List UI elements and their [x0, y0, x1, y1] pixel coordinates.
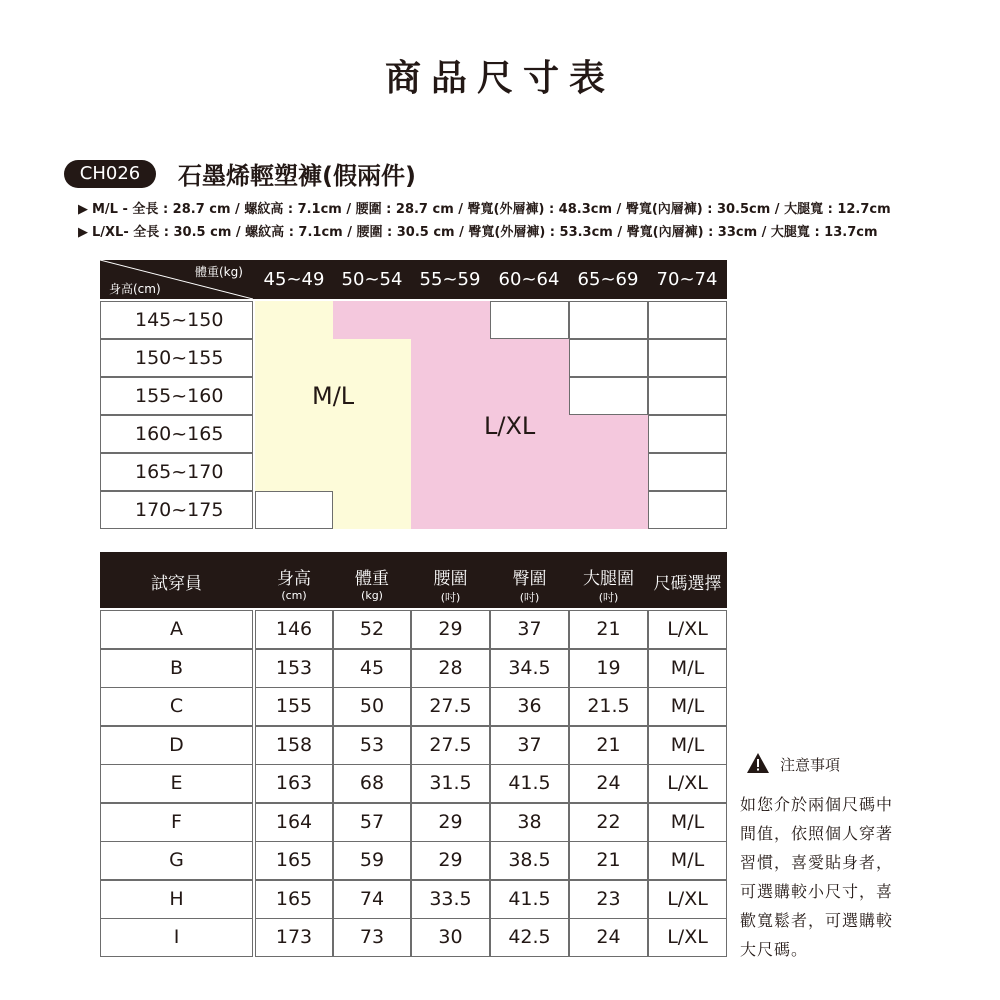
tester-value-cell: 41.5 — [490, 764, 569, 803]
size-cell-empty — [490, 301, 569, 339]
size-cell-ml — [333, 491, 411, 529]
tester-value-cell: 30 — [411, 918, 490, 957]
tester-value-cell: 37 — [490, 610, 569, 649]
tester-value-cell: 59 — [333, 841, 411, 880]
size-cell-ml — [255, 453, 333, 491]
tester-value-cell: 146 — [255, 610, 333, 649]
height-range-label: 150~155 — [100, 339, 253, 377]
size-cell-ml — [255, 339, 333, 377]
weight-range-header: 45~49 — [263, 269, 325, 290]
header-unit: (吋) — [440, 591, 461, 604]
tester-value-cell: 163 — [255, 764, 333, 803]
tester-id-cell: F — [100, 803, 253, 842]
triangle-bullet-icon: ▶ — [78, 202, 88, 217]
size-cell-ml — [255, 415, 333, 453]
size-cell-lxl — [490, 339, 569, 377]
size-cell-ml — [333, 339, 411, 377]
header-unit: (吋) — [519, 591, 540, 604]
tester-value-cell: 158 — [255, 726, 333, 765]
size-cell-lxl — [411, 453, 490, 491]
size-cell-empty — [648, 377, 727, 415]
size-cell-lxl — [411, 339, 490, 377]
header-tester — [100, 552, 253, 608]
tester-value-cell: 38 — [490, 803, 569, 842]
tester-value-cell: L/XL — [648, 764, 727, 803]
header-label: 腰圍 — [433, 569, 468, 589]
tester-value-cell: 29 — [411, 841, 490, 880]
tester-value-cell: 42.5 — [490, 918, 569, 957]
tester-value-cell: 21.5 — [569, 687, 648, 726]
warning-icon — [746, 752, 770, 774]
tester-value-cell: 29 — [411, 803, 490, 842]
header-unit: (cm) — [281, 589, 307, 602]
size-cell-lxl — [569, 453, 648, 491]
size-cell-lxl — [490, 453, 569, 491]
tester-id-cell: E — [100, 764, 253, 803]
tester-value-cell: M/L — [648, 687, 727, 726]
tester-id-cell: G — [100, 841, 253, 880]
size-cell-empty — [569, 301, 648, 339]
tester-value-cell: 37 — [490, 726, 569, 765]
notes-line: 可選購較小尺寸，喜 — [740, 882, 894, 901]
size-cell-lxl — [411, 377, 490, 415]
tester-value-cell: 164 — [255, 803, 333, 842]
product-name: 石墨烯輕塑褲(假兩件) — [178, 162, 416, 190]
tester-value-cell: 34.5 — [490, 649, 569, 688]
zone-label-ml: M/L — [312, 382, 355, 410]
spec-text: M/L - 全長 : 28.7 cm / 螺紋高 : 7.1cm / 腰圍 : 28.7 cm / 臀寬(外層褲) : 48.3cm / 臀寬(內層褲) : 30.5cm / 大腿寬 : 12.7cm — [92, 202, 891, 217]
tester-value-cell: 73 — [333, 918, 411, 957]
height-range-label: 170~175 — [100, 491, 253, 529]
triangle-bullet-icon: ▶ — [78, 225, 88, 240]
size-cell-lxl — [569, 491, 648, 529]
header-unit: (吋) — [598, 591, 619, 604]
height-range-label: 155~160 — [100, 377, 253, 415]
tester-value-cell: 29 — [411, 610, 490, 649]
size-cell-lxl — [490, 491, 569, 529]
notes-line: 如您介於兩個尺碼中 — [740, 795, 894, 814]
notes-line: 間值，依照個人穿著 — [740, 824, 894, 843]
tester-id-cell: B — [100, 649, 253, 688]
size-cell-lxl — [569, 415, 648, 453]
height-range-label: 165~170 — [100, 453, 253, 491]
size-cell-empty — [648, 339, 727, 377]
tester-value-cell: 28 — [411, 649, 490, 688]
size-cell-ml — [333, 415, 411, 453]
tester-value-cell: 173 — [255, 918, 333, 957]
tester-value-cell: 36 — [490, 687, 569, 726]
tester-value-cell: 153 — [255, 649, 333, 688]
size-cell-empty — [648, 415, 727, 453]
notes-line: 大尺碼。 — [740, 940, 809, 959]
tester-value-cell: 33.5 — [411, 880, 490, 919]
zone-label-lxl: L/XL — [484, 412, 536, 440]
size-cell-ml — [333, 453, 411, 491]
height-range-label: 160~165 — [100, 415, 253, 453]
tester-value-cell: 53 — [333, 726, 411, 765]
product-code-badge: CH026 — [64, 160, 156, 188]
size-cell-empty — [648, 301, 727, 339]
tester-value-cell: M/L — [648, 841, 727, 880]
weight-range-header: 50~54 — [341, 269, 403, 290]
header-thigh — [569, 552, 648, 608]
header-height — [255, 552, 333, 608]
header-size-choice — [648, 552, 727, 608]
size-cell-lxl — [333, 301, 411, 339]
header-label: 體重 — [355, 569, 389, 589]
tester-value-cell: 19 — [569, 649, 648, 688]
header-label: 試穿員 — [151, 574, 202, 594]
size-cell-ml — [255, 301, 333, 339]
size-cell-empty — [648, 453, 727, 491]
tester-value-cell: 24 — [569, 764, 648, 803]
size-cell-lxl — [411, 301, 490, 339]
tester-value-cell: 45 — [333, 649, 411, 688]
tester-value-cell: 24 — [569, 918, 648, 957]
size-cell-empty — [569, 377, 648, 415]
header-unit: (kg) — [361, 589, 383, 602]
spec-line-ml — [78, 198, 891, 217]
size-cell-lxl — [411, 415, 490, 453]
notes-line: 習慣，喜愛貼身者， — [740, 853, 894, 872]
page-title: 商品尺寸表 — [384, 58, 615, 99]
tester-value-cell: L/XL — [648, 610, 727, 649]
header-hip — [490, 552, 569, 608]
tester-value-cell: 165 — [255, 880, 333, 919]
notes-title: 注意事項 — [780, 756, 841, 774]
header-label: 尺碼選擇 — [653, 574, 722, 594]
header-waist — [411, 552, 490, 608]
size-cell-lxl — [411, 491, 490, 529]
tester-value-cell: L/XL — [648, 880, 727, 919]
weight-axis-label: 體重(kg) — [195, 265, 243, 279]
tester-value-cell: 21 — [569, 610, 648, 649]
tester-value-cell: 68 — [333, 764, 411, 803]
tester-id-cell: A — [100, 610, 253, 649]
tester-id-cell: H — [100, 880, 253, 919]
tester-value-cell: 41.5 — [490, 880, 569, 919]
tester-value-cell: 23 — [569, 880, 648, 919]
tester-id-cell: D — [100, 726, 253, 765]
tester-value-cell: M/L — [648, 649, 727, 688]
spec-text: L/XL- 全長 : 30.5 cm / 螺紋高 : 7.1cm / 腰圍 : 30.5 cm / 臀寬(外層褲) : 53.3cm / 臀寬(內層褲) : 33cm / 大腿寬 : 13.7cm — [92, 225, 878, 240]
tester-value-cell: 22 — [569, 803, 648, 842]
weight-range-header: 70~74 — [656, 269, 718, 290]
tester-value-cell: 31.5 — [411, 764, 490, 803]
tester-value-cell: M/L — [648, 803, 727, 842]
header-weight — [333, 552, 411, 608]
notes-body — [740, 790, 920, 964]
tester-value-cell: 27.5 — [411, 726, 490, 765]
tester-id-cell: I — [100, 918, 253, 957]
tester-value-cell: 38.5 — [490, 841, 569, 880]
tester-value-cell: L/XL — [648, 918, 727, 957]
weight-range-header: 65~69 — [577, 269, 639, 290]
header-label: 臀圍 — [512, 569, 547, 589]
size-cell-empty — [569, 339, 648, 377]
tester-value-cell: 74 — [333, 880, 411, 919]
tester-id-cell: C — [100, 687, 253, 726]
height-axis-label: 身高(cm) — [109, 282, 161, 296]
tester-value-cell: 50 — [333, 687, 411, 726]
tester-value-cell: 165 — [255, 841, 333, 880]
tester-value-cell: 27.5 — [411, 687, 490, 726]
tester-value-cell: 21 — [569, 726, 648, 765]
weight-range-header: 60~64 — [498, 269, 560, 290]
header-label: 身高 — [277, 569, 311, 589]
tester-value-cell: 57 — [333, 803, 411, 842]
tester-value-cell: 21 — [569, 841, 648, 880]
tester-value-cell: 52 — [333, 610, 411, 649]
weight-range-header: 55~59 — [419, 269, 481, 290]
tester-value-cell: 155 — [255, 687, 333, 726]
size-cell-empty — [255, 491, 333, 529]
size-cell-empty — [648, 491, 727, 529]
size-cell-lxl — [490, 377, 569, 415]
height-range-label: 145~150 — [100, 301, 253, 339]
spec-line-lxl — [78, 221, 878, 240]
notes-line: 歡寬鬆者，可選購較 — [740, 911, 894, 930]
tester-value-cell: M/L — [648, 726, 727, 765]
header-label: 大腿圍 — [583, 569, 634, 589]
